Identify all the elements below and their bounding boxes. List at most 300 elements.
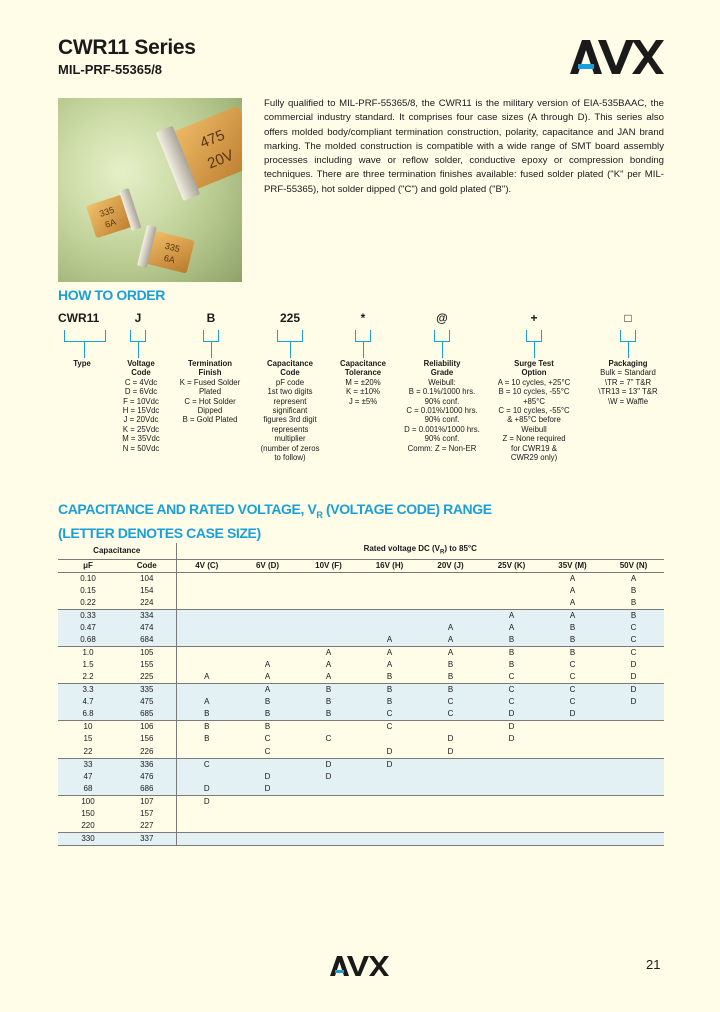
cell-case-size — [420, 820, 481, 833]
cell-uf: 100 — [81, 796, 95, 806]
cell-case-size: A — [542, 597, 603, 610]
cell-case-size: A — [386, 647, 393, 657]
cell-case-size — [420, 771, 481, 783]
table-row — [58, 622, 664, 634]
cell-case-size — [176, 746, 237, 759]
rated-voltage-header — [176, 543, 664, 559]
cell-case-size: C — [420, 708, 481, 721]
order-col-voltage — [122, 359, 160, 453]
cell-case-size: B — [204, 722, 210, 732]
order-col-capacitance-line: 1st two digits — [267, 387, 313, 397]
order-col-capacitance-line: pF code — [275, 377, 305, 387]
cell-case-size: C — [481, 684, 542, 697]
cell-case-size: C — [603, 622, 664, 634]
voltage-col-header: 4V (C) — [176, 559, 237, 572]
cell-case-size: B — [569, 647, 576, 657]
cell-case-size: B — [447, 660, 454, 670]
order-col-reliability-head-1: Reliability — [423, 359, 461, 368]
cell-case-size: D — [237, 771, 298, 783]
bracket-surge — [526, 330, 542, 342]
stem-capacitance — [290, 342, 291, 358]
cell-case-size — [359, 832, 420, 845]
cell-case-size — [298, 572, 359, 585]
bracket-type — [64, 330, 106, 342]
cell-case-size: B — [508, 660, 515, 670]
cell-code: 686 — [118, 783, 176, 796]
cell-case-size — [603, 771, 664, 783]
cell-uf: 150 — [81, 808, 95, 818]
cell-case-size — [176, 808, 237, 820]
stem-reliability — [442, 342, 443, 358]
cell-case-size: A — [176, 696, 237, 708]
cell-case-size: A — [481, 609, 542, 622]
cell-case-size — [603, 758, 664, 771]
order-col-capacitance-line: (number of zeros — [260, 443, 320, 453]
order-col-surge — [498, 359, 570, 462]
cell-case-size: A — [542, 609, 603, 622]
cell-case-size: A — [176, 671, 237, 684]
order-col-termination-line: Plated — [198, 387, 222, 397]
cell-case-size: B — [359, 684, 420, 697]
cell-case-size: B — [420, 684, 481, 697]
order-col-tolerance — [340, 359, 386, 406]
cell-case-size: A — [359, 634, 420, 647]
cell-case-size — [420, 597, 481, 610]
order-code-voltage: J — [134, 311, 142, 325]
order-col-packaging — [598, 359, 657, 406]
cell-case-size — [359, 585, 420, 597]
cell-case-size — [176, 572, 237, 585]
cell-case-size — [542, 746, 603, 759]
cell-case-size — [420, 832, 481, 845]
col-code-header: Code — [118, 559, 176, 572]
cell-case-size — [542, 795, 603, 808]
cell-case-size: B — [603, 609, 664, 622]
cell-case-size: B — [420, 671, 481, 684]
order-col-tolerance-line: J = ±5% — [348, 396, 378, 406]
cell-case-size: D — [447, 734, 454, 744]
cell-case-size — [603, 708, 664, 721]
rated-header-sub: R — [440, 549, 445, 556]
cell-case-size — [359, 609, 420, 622]
order-col-voltage-line: N = 50Vdc — [122, 443, 160, 453]
cell-case-size: B — [264, 722, 271, 732]
cell-case-size — [298, 609, 359, 622]
cap2-voltage-label: 6A — [103, 216, 118, 230]
cell-case-size: C — [264, 734, 271, 744]
stem-tolerance — [363, 342, 364, 358]
cell-case-size — [603, 783, 664, 796]
cell-case-size — [237, 832, 298, 845]
cell-case-size — [176, 820, 237, 833]
table-row — [58, 746, 664, 759]
cell-case-size: B — [630, 585, 637, 595]
cell-code: 107 — [118, 795, 176, 808]
cell-case-size: B — [237, 708, 298, 721]
table-row — [58, 808, 664, 820]
order-col-reliability-line: 90% conf. — [424, 415, 460, 425]
cell-uf: 0.68 — [58, 634, 118, 647]
cap1-voltage-label: 20V — [205, 146, 237, 173]
cell-case-size: B — [508, 647, 515, 657]
cap2-value-label: 335 — [98, 204, 116, 219]
cell-case-size: C — [542, 671, 603, 684]
series-subtitle: MIL-PRF-55365/8 — [58, 62, 163, 77]
order-col-tolerance-line: K = ±10% — [346, 387, 380, 397]
cell-case-size — [237, 622, 298, 634]
stem-termination — [211, 342, 212, 358]
cell-case-size — [420, 585, 481, 597]
table-row — [58, 609, 664, 622]
cell-case-size: C — [542, 696, 603, 708]
order-col-voltage-line: F = 10Vdc — [123, 396, 159, 406]
cell-case-size: A — [630, 573, 637, 583]
cap3-value-label: 335 — [163, 240, 181, 255]
cell-case-size — [176, 622, 237, 634]
cell-case-size — [603, 808, 664, 820]
bracket-packaging — [620, 330, 636, 342]
order-col-termination-line: K = Fused Solder — [179, 377, 241, 387]
cell-case-size — [603, 721, 664, 734]
cell-case-size: A — [447, 647, 454, 657]
cell-case-size: A — [298, 671, 359, 684]
cell-case-size — [237, 597, 298, 610]
cell-case-size: D — [176, 783, 237, 796]
table-row — [58, 671, 664, 684]
cell-case-size: C — [176, 758, 237, 771]
order-col-surge-line: +85°C — [523, 396, 545, 406]
cell-case-size: B — [359, 671, 420, 684]
order-col-capacitance-line: significant — [272, 406, 308, 416]
cell-case-size: D — [420, 746, 481, 759]
cell-case-size: D — [359, 758, 420, 771]
cell-code: 476 — [118, 771, 176, 783]
cell-case-size — [603, 795, 664, 808]
cell-case-size — [420, 758, 481, 771]
cell-case-size: A — [420, 634, 481, 647]
cell-case-size: D — [359, 746, 420, 759]
cell-case-size — [420, 721, 481, 734]
cell-case-size — [420, 572, 481, 585]
order-col-reliability-line: Weibull: — [428, 377, 456, 387]
cell-uf: 47 — [58, 771, 118, 783]
order-col-tolerance-head-2: Tolerance — [344, 368, 382, 378]
cell-case-size — [420, 808, 481, 820]
cell-uf: 220 — [58, 820, 118, 833]
how-to-order-heading: HOW TO ORDER — [58, 287, 165, 303]
cell-case-size — [481, 771, 542, 783]
order-col-capacitance-head-2: Code — [280, 368, 300, 378]
cell-case-size — [237, 808, 298, 820]
intro-paragraph: Fully qualified to MIL-PRF-55365/8, the CWR11 is the military version of EIA-535BAAC, the commercial industry standard. It comprises four case sizes (A through D). This series also offers molded body/compliant termination construction, polarity, capacitance and JAN brand marking. The molded construction is compatible with a wide range of SMT board assembly processes including wave or reflow solder, conductive epoxy or compression bonding techniques. There are three termination finishes available: fused solder plated ("K" per MIL-PRF-55365), hot solder dipped ("C") and gold plated ("B"). — [264, 98, 664, 195]
cell-uf: 1.0 — [82, 647, 94, 657]
voltage-col-header: 6V (D) — [237, 559, 298, 572]
table-subheader-row — [58, 559, 664, 572]
cell-code: 335 — [118, 684, 176, 697]
cell-case-size: C — [481, 671, 542, 684]
cell-uf: 0.47 — [58, 622, 118, 634]
cap-heading-line2: (LETTER DENOTES CASE SIZE) — [58, 524, 261, 541]
cell-uf: 33 — [58, 758, 118, 771]
order-col-tolerance-line: M = ±20% — [345, 377, 381, 387]
cell-case-size — [359, 771, 420, 783]
cell-case-size — [176, 609, 237, 622]
cell-case-size: A — [237, 671, 298, 684]
cell-case-size — [237, 795, 298, 808]
cell-code: 106 — [118, 721, 176, 734]
order-col-termination-line: Dipped — [197, 406, 223, 416]
cell-code: 224 — [118, 597, 176, 610]
cell-case-size: C — [569, 660, 576, 670]
cell-case-size — [298, 585, 359, 597]
cell-code: 684 — [118, 634, 176, 647]
cell-case-size: D — [542, 708, 603, 721]
cell-case-size: A — [264, 660, 271, 670]
cell-case-size — [298, 795, 359, 808]
cell-code: 105 — [118, 646, 176, 659]
cell-case-size — [481, 783, 542, 796]
cell-case-size — [420, 795, 481, 808]
rated-header-text: Rated voltage DC (V — [363, 544, 441, 553]
cell-case-size: D — [481, 708, 542, 721]
cell-case-size — [298, 783, 359, 796]
order-col-surge-head-1: Surge Test — [514, 359, 554, 368]
cell-case-size — [176, 634, 237, 647]
table-row — [58, 820, 664, 833]
cell-case-size: A — [237, 684, 298, 697]
cell-code: 156 — [118, 733, 176, 745]
cell-case-size — [420, 609, 481, 622]
order-col-reliability-line: 90% conf. — [424, 434, 460, 444]
order-col-voltage-line: M = 35Vdc — [122, 434, 160, 444]
cell-case-size: B — [298, 684, 359, 697]
cell-case-size — [542, 832, 603, 845]
cell-case-size — [603, 820, 664, 833]
cell-code: 334 — [118, 609, 176, 622]
cell-uf: 22 — [58, 746, 118, 759]
cell-case-size: C — [630, 647, 637, 657]
col-uf-header: μF — [58, 559, 118, 572]
cell-uf: 1.5 — [82, 660, 94, 670]
rated-header-end: ) to 85°C — [444, 544, 477, 553]
order-code-termination: B — [206, 311, 216, 325]
order-code-packaging: □ — [624, 311, 632, 325]
order-col-voltage-head-2: Code — [131, 368, 151, 378]
cell-code: 685 — [118, 708, 176, 721]
cell-case-size — [176, 597, 237, 610]
page-number: 21 — [646, 957, 661, 972]
order-col-capacitance-line: figures 3rd digit — [263, 415, 317, 425]
cell-case-size: A — [325, 660, 332, 670]
cell-case-size — [603, 746, 664, 759]
cell-case-size — [359, 783, 420, 796]
cell-case-size: C — [359, 708, 420, 721]
order-col-capacitance — [261, 359, 320, 462]
order-col-packaging-line: \W = Waffle — [607, 396, 649, 406]
cell-uf: 10 — [83, 722, 93, 732]
order-col-packaging-line: \TR13 = 13" T&R — [598, 387, 658, 397]
cell-case-size — [237, 634, 298, 647]
cell-case-size — [298, 808, 359, 820]
cell-case-size — [176, 585, 237, 597]
order-col-surge-head-2: Option — [521, 368, 547, 378]
order-col-voltage-head-1: Voltage — [127, 359, 155, 368]
voltage-col-header: 20V (J) — [420, 559, 481, 572]
table-row — [58, 708, 664, 721]
avx-logo — [568, 38, 664, 76]
cell-case-size: B — [176, 708, 237, 721]
table-row — [58, 659, 664, 671]
order-col-capacitance-line: represents — [271, 424, 309, 434]
cell-case-size: B — [298, 708, 359, 721]
bracket-reliability — [434, 330, 450, 342]
table-row — [58, 771, 664, 783]
order-code-type: CWR11 — [58, 311, 100, 325]
order-col-surge-line: CWR29 only) — [510, 453, 558, 463]
cell-case-size — [176, 659, 237, 671]
order-col-capacitance-line: multiplier — [274, 434, 306, 444]
cell-case-size — [359, 733, 420, 745]
cell-case-size: A — [569, 585, 576, 595]
order-col-termination-line: B = Gold Plated — [182, 415, 238, 425]
cell-case-size: C — [603, 634, 664, 647]
stem-type — [84, 342, 85, 358]
cell-case-size: A — [481, 622, 542, 634]
voltage-col-header: 10V (F) — [298, 559, 359, 572]
order-code-surge: + — [530, 311, 538, 325]
order-code-capacitance: 225 — [279, 311, 301, 325]
stem-packaging — [628, 342, 629, 358]
cell-case-size — [603, 832, 664, 845]
cell-case-size — [298, 721, 359, 734]
cell-uf: 0.10 — [80, 573, 96, 583]
cell-code: 227 — [118, 820, 176, 833]
order-col-packaging-line: \TR = 7" T&R — [604, 377, 652, 387]
cell-code: 155 — [118, 659, 176, 671]
order-col-capacitance-head-1: Capacitance — [267, 359, 313, 368]
table-row — [58, 795, 664, 808]
cell-case-size — [176, 832, 237, 845]
cell-case-size — [176, 771, 237, 783]
cell-uf: 68 — [58, 783, 118, 796]
cell-case-size: C — [542, 684, 603, 697]
bracket-voltage — [130, 330, 146, 342]
order-col-voltage-line: H = 15Vdc — [122, 406, 160, 416]
cell-case-size — [359, 808, 420, 820]
cell-uf: 3.3 — [58, 684, 118, 697]
table-row — [58, 758, 664, 771]
table-row — [58, 597, 664, 610]
table-row — [58, 572, 664, 585]
cell-case-size: B — [237, 696, 298, 708]
cell-case-size: B — [298, 696, 359, 708]
order-col-surge-line: for CWR19 & — [511, 443, 557, 453]
order-col-surge-line: Z = None required — [502, 434, 566, 444]
order-col-reliability — [404, 359, 480, 453]
cell-uf: 6.8 — [58, 708, 118, 721]
table-row — [58, 733, 664, 745]
cell-case-size — [481, 795, 542, 808]
table-row — [58, 783, 664, 796]
cell-case-size — [542, 771, 603, 783]
cell-case-size — [481, 597, 542, 610]
cell-case-size — [481, 820, 542, 833]
bracket-tolerance — [355, 330, 371, 342]
cell-case-size — [176, 684, 237, 697]
avx-logo-footer — [329, 955, 391, 977]
capacitance-header: Capacitance — [58, 543, 176, 559]
cell-code: 475 — [118, 696, 176, 708]
cell-case-size — [298, 746, 359, 759]
order-col-surge-line: C = 10 cycles, -55°C — [498, 406, 570, 416]
cell-code: 104 — [118, 572, 176, 585]
cell-case-size: B — [359, 696, 420, 708]
cap-heading-part2: (VOLTAGE CODE) RANGE — [322, 501, 492, 517]
order-col-voltage-line: J = 20Vdc — [123, 415, 159, 425]
cell-uf: 2.2 — [58, 671, 118, 684]
order-col-type — [73, 359, 91, 368]
cell-case-size — [359, 795, 420, 808]
cell-case-size — [481, 746, 542, 759]
cell-code: 157 — [118, 808, 176, 820]
order-col-reliability-line: D = 0.001%/1000 hrs. — [404, 424, 480, 434]
cell-case-size: C — [386, 722, 393, 732]
cell-case-size: D — [508, 722, 515, 732]
voltage-col-header: 50V (N) — [603, 559, 664, 572]
stem-voltage — [138, 342, 139, 358]
cell-uf: 4.7 — [58, 696, 118, 708]
cell-case-size: D — [203, 796, 210, 806]
order-col-termination — [180, 359, 240, 425]
order-col-termination-line: C = Hot Solder — [184, 396, 236, 406]
cell-case-size — [359, 622, 420, 634]
cell-case-size — [237, 609, 298, 622]
cell-case-size: D — [298, 758, 359, 771]
order-col-surge-line: A = 10 cycles, +25°C — [497, 377, 571, 387]
order-col-type-head: Type — [73, 359, 91, 368]
cell-case-size: D — [603, 684, 664, 697]
order-col-reliability-head-2: Grade — [430, 368, 454, 378]
order-col-reliability-line: B = 0.1%/1000 hrs. — [408, 387, 476, 397]
cell-case-size — [542, 758, 603, 771]
cap3-voltage-label: 6A — [162, 252, 177, 266]
order-col-termination-head-2: Finish — [198, 368, 222, 378]
cell-case-size: D — [237, 783, 298, 796]
cap-heading-part1: CAPACITANCE AND RATED VOLTAGE, V — [58, 501, 317, 517]
cell-uf: 0.15 — [80, 585, 96, 595]
order-col-surge-line: B = 10 cycles, -55°C — [498, 387, 570, 397]
cell-case-size: B — [603, 597, 664, 610]
table-row — [58, 646, 664, 659]
table-row — [58, 721, 664, 734]
cap-heading-sub: R — [316, 509, 323, 520]
cell-case-size — [481, 758, 542, 771]
voltage-col-header: 35V (M) — [542, 559, 603, 572]
order-col-packaging-head: Packaging — [608, 359, 648, 368]
order-col-voltage-line: C = 4Vdc — [124, 377, 158, 387]
cell-case-size — [359, 572, 420, 585]
cell-case-size: C — [237, 746, 298, 759]
cell-code: 336 — [118, 758, 176, 771]
cell-case-size — [542, 721, 603, 734]
table-row — [58, 696, 664, 708]
cell-uf: 15 — [83, 734, 93, 744]
order-col-reliability-line: Comm: Z = Non-ER — [407, 443, 477, 453]
cell-case-size — [481, 832, 542, 845]
cell-case-size: A — [386, 660, 393, 670]
series-title: CWR11 Series — [58, 36, 196, 59]
cell-case-size — [237, 585, 298, 597]
